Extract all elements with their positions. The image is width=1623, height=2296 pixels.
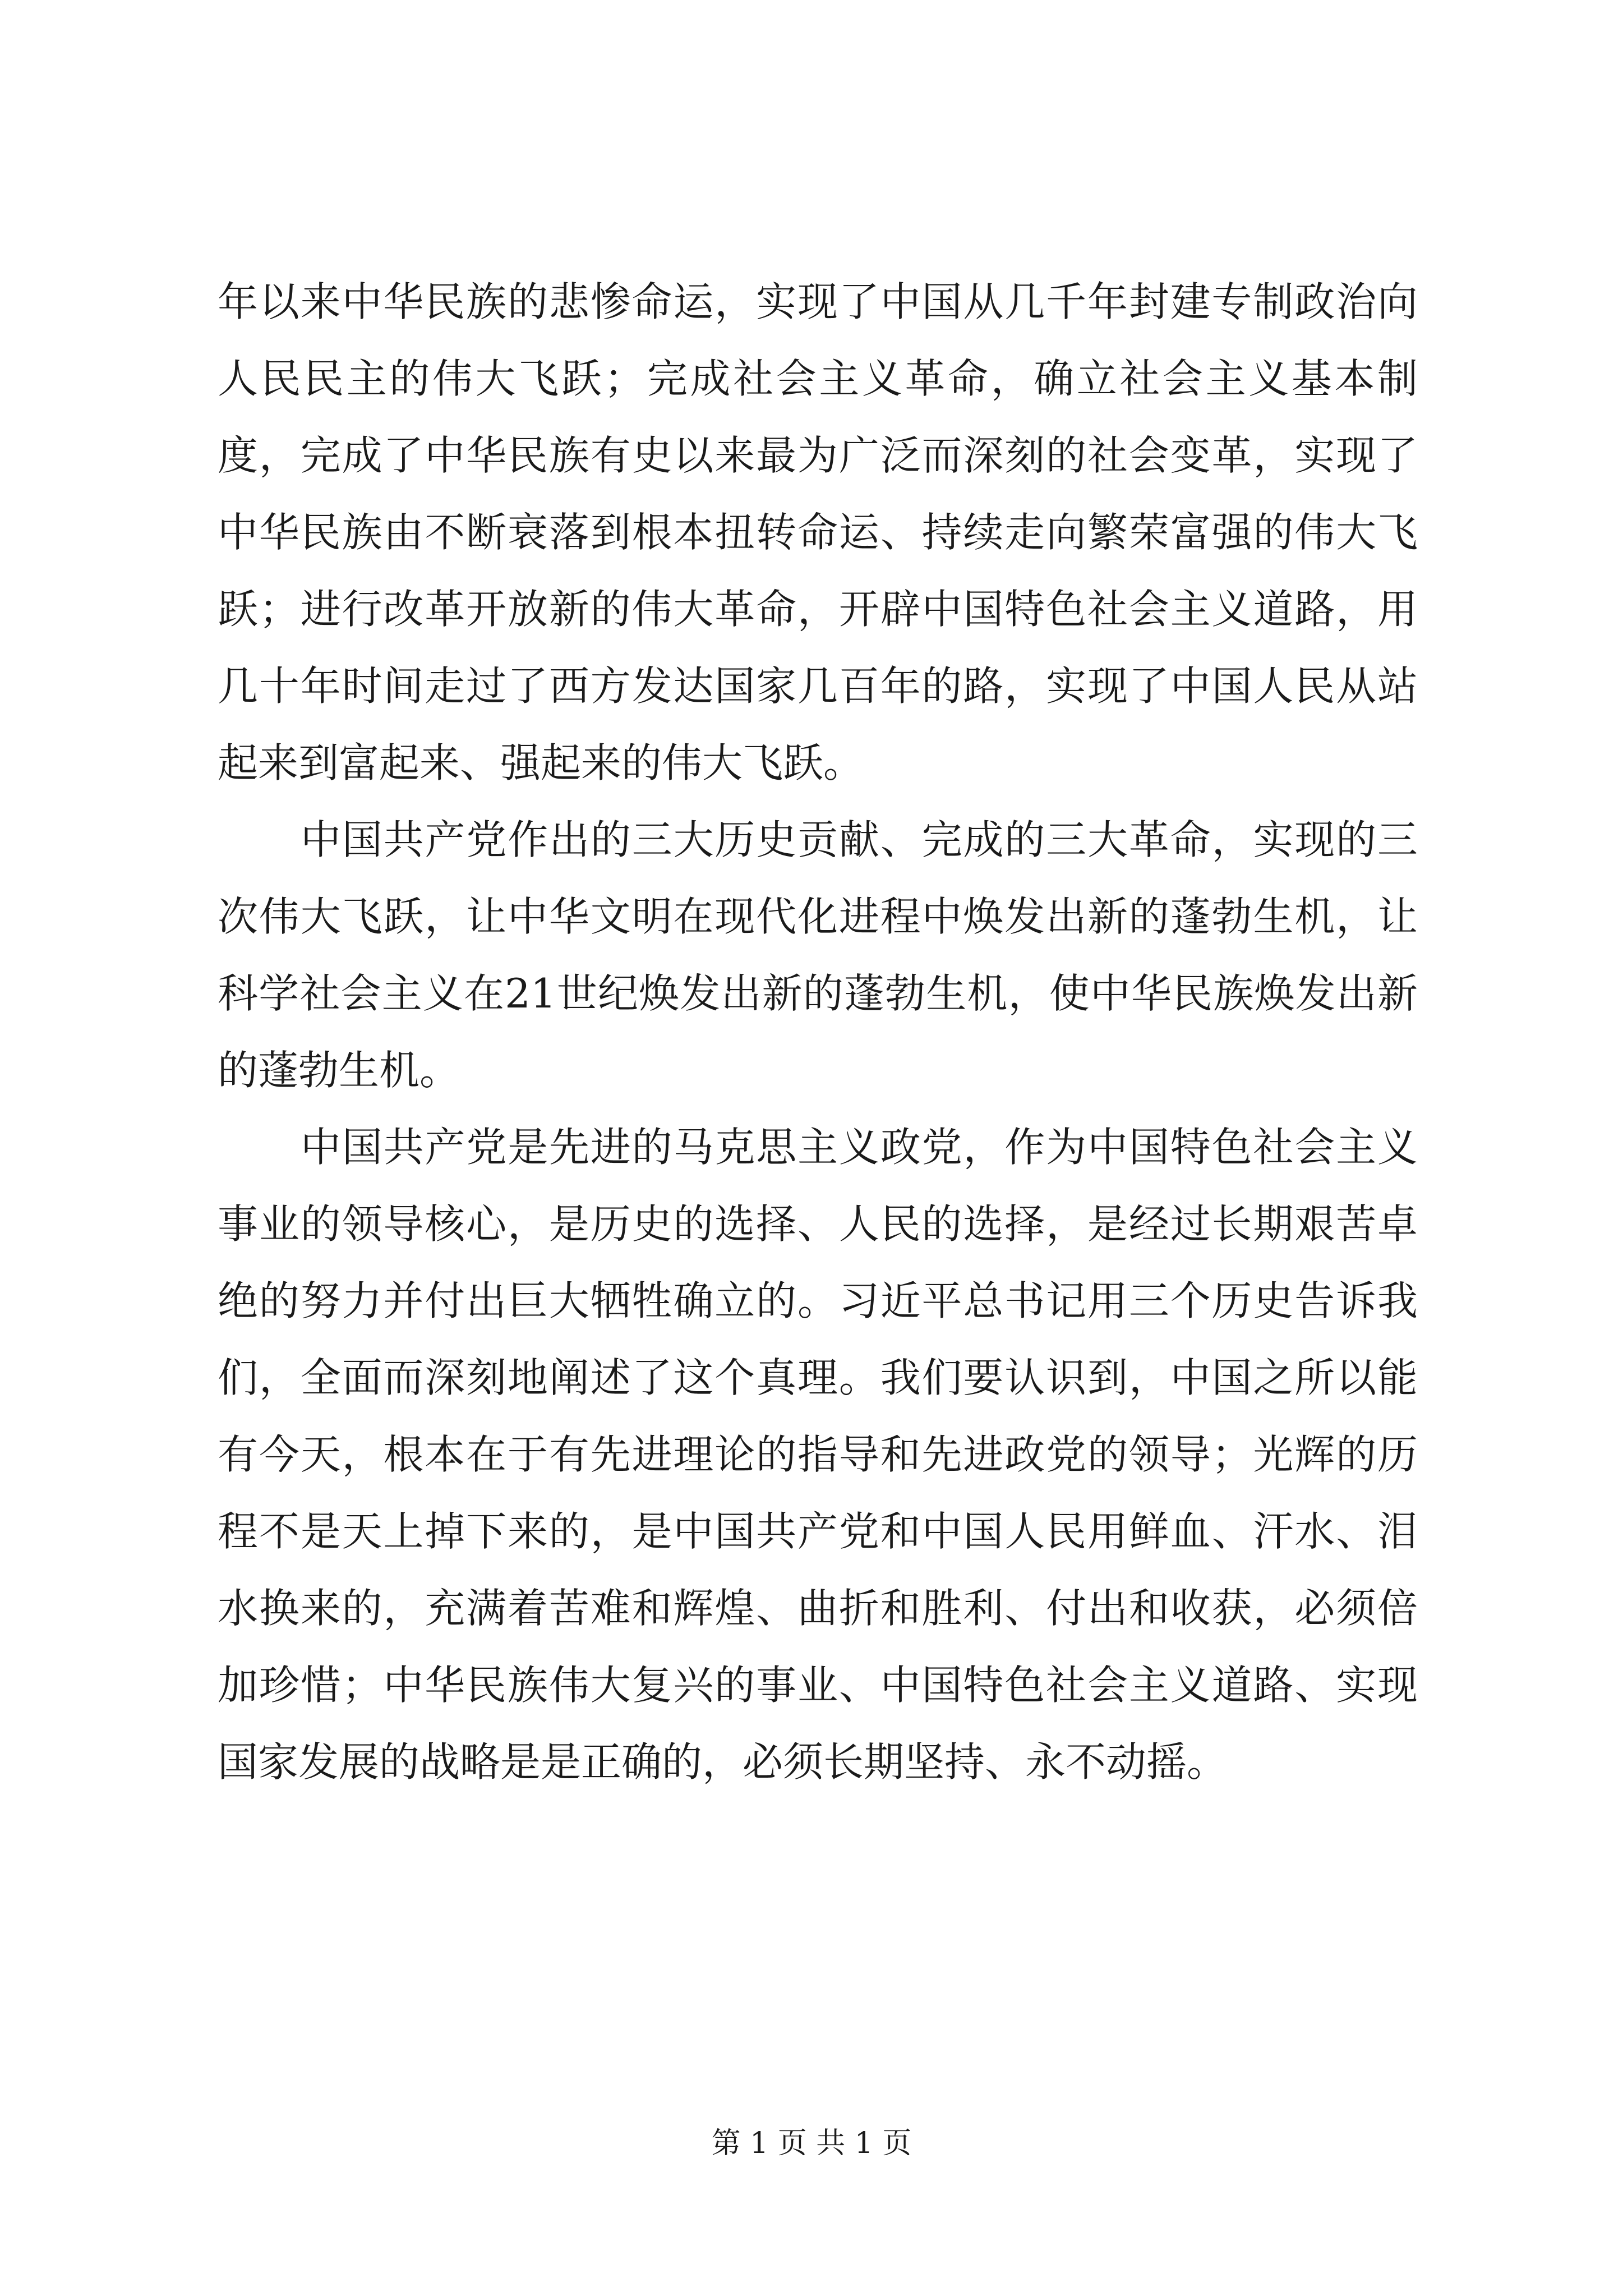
document-body <box>218 264 1418 1801</box>
page-number-footer: 第 1 页 共 1 页 <box>711 2127 912 2160</box>
paragraph-party-leadership: 中国共产党是先进的马克思主义政党，作为中国特色社会主义事业的领导核心，是历史的选择、人民的选择，是经过长期艰苦卓绝的努力并付出巨大牺牲确立的。习近平总书记用三个历史告诉我们，全面而深刻地阐述了这个真理。我们要认识到，中国之所以能有今天，根本在于有先进理论的指导和先进政党的领导；光辉的历程不是天上掉下来的，是中国共产党和中国人民用鲜血、汗水、泪水换来的，充满着苦难和辉煌、曲折和胜利、付出和收获，必须倍加珍惜；中华民族伟大复兴的事业、中国特色社会主义道路、实现国家发展的战略是是正确的，必须长期坚持、永不动摇。 <box>218 1124 1418 1786</box>
paragraph-three-leaps: 中国共产党作出的三大历史贡献、完成的三大革命，实现的三次伟大飞跃，让中华文明在现代化进程中焕发出新的蓬勃生机，让科学社会主义在21世纪焕发出新的蓬勃生机，使中华民族焕发出新的蓬勃生机。 <box>218 816 1418 1094</box>
paragraph-continuation: 年以来中华民族的悲惨命运，实现了中国从几千年封建专制政治向人民民主的伟大飞跃；完成社会主义革命，确立社会主义基本制度，完成了中华民族有史以来最为广泛而深刻的社会变革，实现了中华民族由不断衰落到根本扭转命运、持续走向繁荣富强的伟大飞跃；进行改革开放新的伟大革命，开辟中国特色社会主义道路，用几十年时间走过了西方发达国家几百年的路，实现了中国人民从站起来到富起来、强起来的伟大飞跃。 <box>218 278 1418 786</box>
